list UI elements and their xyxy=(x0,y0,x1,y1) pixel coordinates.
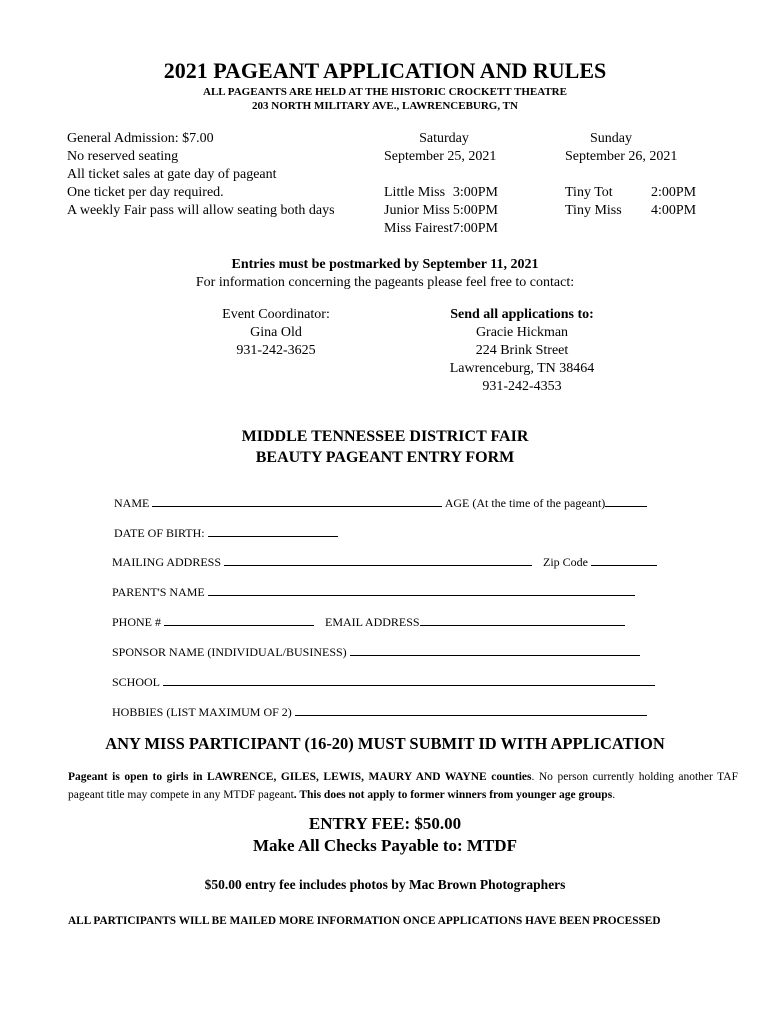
zip-field[interactable] xyxy=(591,555,657,566)
event-time: 3:00PM xyxy=(452,185,498,200)
school-field[interactable] xyxy=(163,675,655,686)
rules-counties: Pageant is open to girls in LAWRENCE, GILES, LEWIS, MAURY AND WAYNE counties xyxy=(68,771,532,783)
name-row xyxy=(114,496,647,511)
school-label: SCHOOL xyxy=(112,675,160,689)
address-row xyxy=(112,555,657,570)
admission-line: No reserved seating xyxy=(67,149,179,164)
event-name: Tiny Miss xyxy=(565,203,622,218)
rules-exception: . This does not apply to former winners from younger age groups xyxy=(293,789,613,801)
parent-field[interactable] xyxy=(208,585,635,596)
sponsor-row xyxy=(112,645,640,660)
address-label: MAILING ADDRESS xyxy=(112,555,222,569)
send-to-phone: 931-242-4353 xyxy=(482,379,562,394)
hobbies-label: HOBBIES (LIST MAXIMUM OF 2) xyxy=(112,705,292,719)
coordinator-phone: 931-242-3625 xyxy=(236,343,316,358)
event-name: Little Miss xyxy=(384,185,446,200)
dob-label: DATE OF BIRTH: xyxy=(114,526,205,540)
hobbies-field[interactable] xyxy=(295,705,647,716)
coordinator-label: Event Coordinator: xyxy=(222,307,330,322)
photos-note: $50.00 entry fee includes photos by Mac Brown Photographers xyxy=(204,877,566,892)
event-row xyxy=(565,202,696,220)
event-name: Miss Fairest xyxy=(384,221,453,236)
age-label: AGE (At the time of the pageant) xyxy=(444,496,606,510)
admission-info xyxy=(67,130,335,220)
address-field[interactable] xyxy=(224,555,532,566)
rules-end: . xyxy=(612,789,616,801)
event-row xyxy=(565,184,696,202)
send-to-street: 224 Brink Street xyxy=(475,343,569,358)
event-time: 4:00PM xyxy=(651,203,697,218)
event-name: Junior Miss xyxy=(384,203,450,218)
send-to-block xyxy=(422,306,622,396)
saturday-schedule xyxy=(384,130,504,238)
sponsor-label: SPONSOR NAME (INDIVIDUAL/BUSINESS) xyxy=(112,645,347,659)
check-payable: Make All Checks Payable to: MTDF xyxy=(253,836,517,855)
admission-line: General Admission: $7.00 xyxy=(67,131,214,146)
form-heading: MIDDLE TENNESSEE DISTRICT FAIR xyxy=(241,428,529,445)
venue-line: ALL PAGEANTS ARE HELD AT THE HISTORIC CROCKETT THEATRE xyxy=(203,86,567,98)
name-label: NAME xyxy=(114,496,150,510)
event-name: Tiny Tot xyxy=(565,185,613,200)
event-row xyxy=(384,184,498,202)
sunday-date: September 26, 2021 xyxy=(565,149,678,164)
sunday-label: Sunday xyxy=(590,131,632,146)
footer-notice: ALL PARTICIPANTS WILL BE MAILED MORE INFORMATION ONCE APPLICATIONS HAVE BEEN PROCESSED xyxy=(68,915,661,927)
rules-title-restriction: . No person currently holding another TAF pageant title may compete in any MTDF pageant xyxy=(68,771,738,801)
school-row xyxy=(112,675,655,690)
event-time: 2:00PM xyxy=(651,185,697,200)
admission-line: One ticket per day required. xyxy=(67,185,224,200)
phone-label: PHONE # xyxy=(112,615,162,629)
name-field[interactable] xyxy=(152,496,442,507)
dob-row xyxy=(114,526,338,541)
coordinator-block xyxy=(176,306,376,360)
hobbies-row xyxy=(112,705,647,720)
postmark-deadline: Entries must be postmarked by September 11, 2021 xyxy=(231,257,539,272)
age-field[interactable] xyxy=(605,496,647,507)
id-notice: ANY MISS PARTICIPANT (16-20) MUST SUBMIT ID WITH APPLICATION xyxy=(105,734,665,753)
entry-fee: ENTRY FEE: $50.00 xyxy=(308,814,462,833)
venue-address: 203 NORTH MILITARY AVE., LAWRENCEBURG, TN xyxy=(252,100,518,112)
email-label: EMAIL ADDRESS xyxy=(325,615,420,629)
email-field[interactable] xyxy=(420,615,625,626)
send-to-city: Lawrenceburg, TN 38464 xyxy=(449,361,595,376)
saturday-label: Saturday xyxy=(419,131,469,146)
sunday-events xyxy=(565,184,696,220)
saturday-date: September 25, 2021 xyxy=(384,149,497,164)
phone-email-row xyxy=(112,615,625,630)
sponsor-field[interactable] xyxy=(350,645,640,656)
parent-label: PARENT'S NAME xyxy=(112,585,205,599)
form-subheading: BEAUTY PAGEANT ENTRY FORM xyxy=(255,449,515,466)
saturday-events xyxy=(384,184,498,238)
event-row xyxy=(384,220,498,238)
event-time: 7:00PM xyxy=(452,221,498,236)
contact-intro: For information concerning the pageants please feel free to contact: xyxy=(195,275,575,290)
sunday-schedule xyxy=(565,130,696,220)
zip-label: Zip Code xyxy=(543,555,589,569)
send-to-label: Send all applications to: xyxy=(450,307,594,322)
admission-line: All ticket sales at gate day of pageant xyxy=(67,167,277,182)
parent-row xyxy=(112,585,635,600)
event-row xyxy=(384,202,498,220)
eligibility-rules xyxy=(68,768,738,804)
send-to-name: Gracie Hickman xyxy=(475,325,569,340)
admission-line: A weekly Fair pass will allow seating both days xyxy=(67,203,335,218)
page-title: 2021 PAGEANT APPLICATION AND RULES xyxy=(163,58,607,83)
coordinator-name: Gina Old xyxy=(250,325,302,340)
phone-field[interactable] xyxy=(164,615,314,626)
dob-field[interactable] xyxy=(208,526,338,537)
event-time: 5:00PM xyxy=(452,203,498,218)
